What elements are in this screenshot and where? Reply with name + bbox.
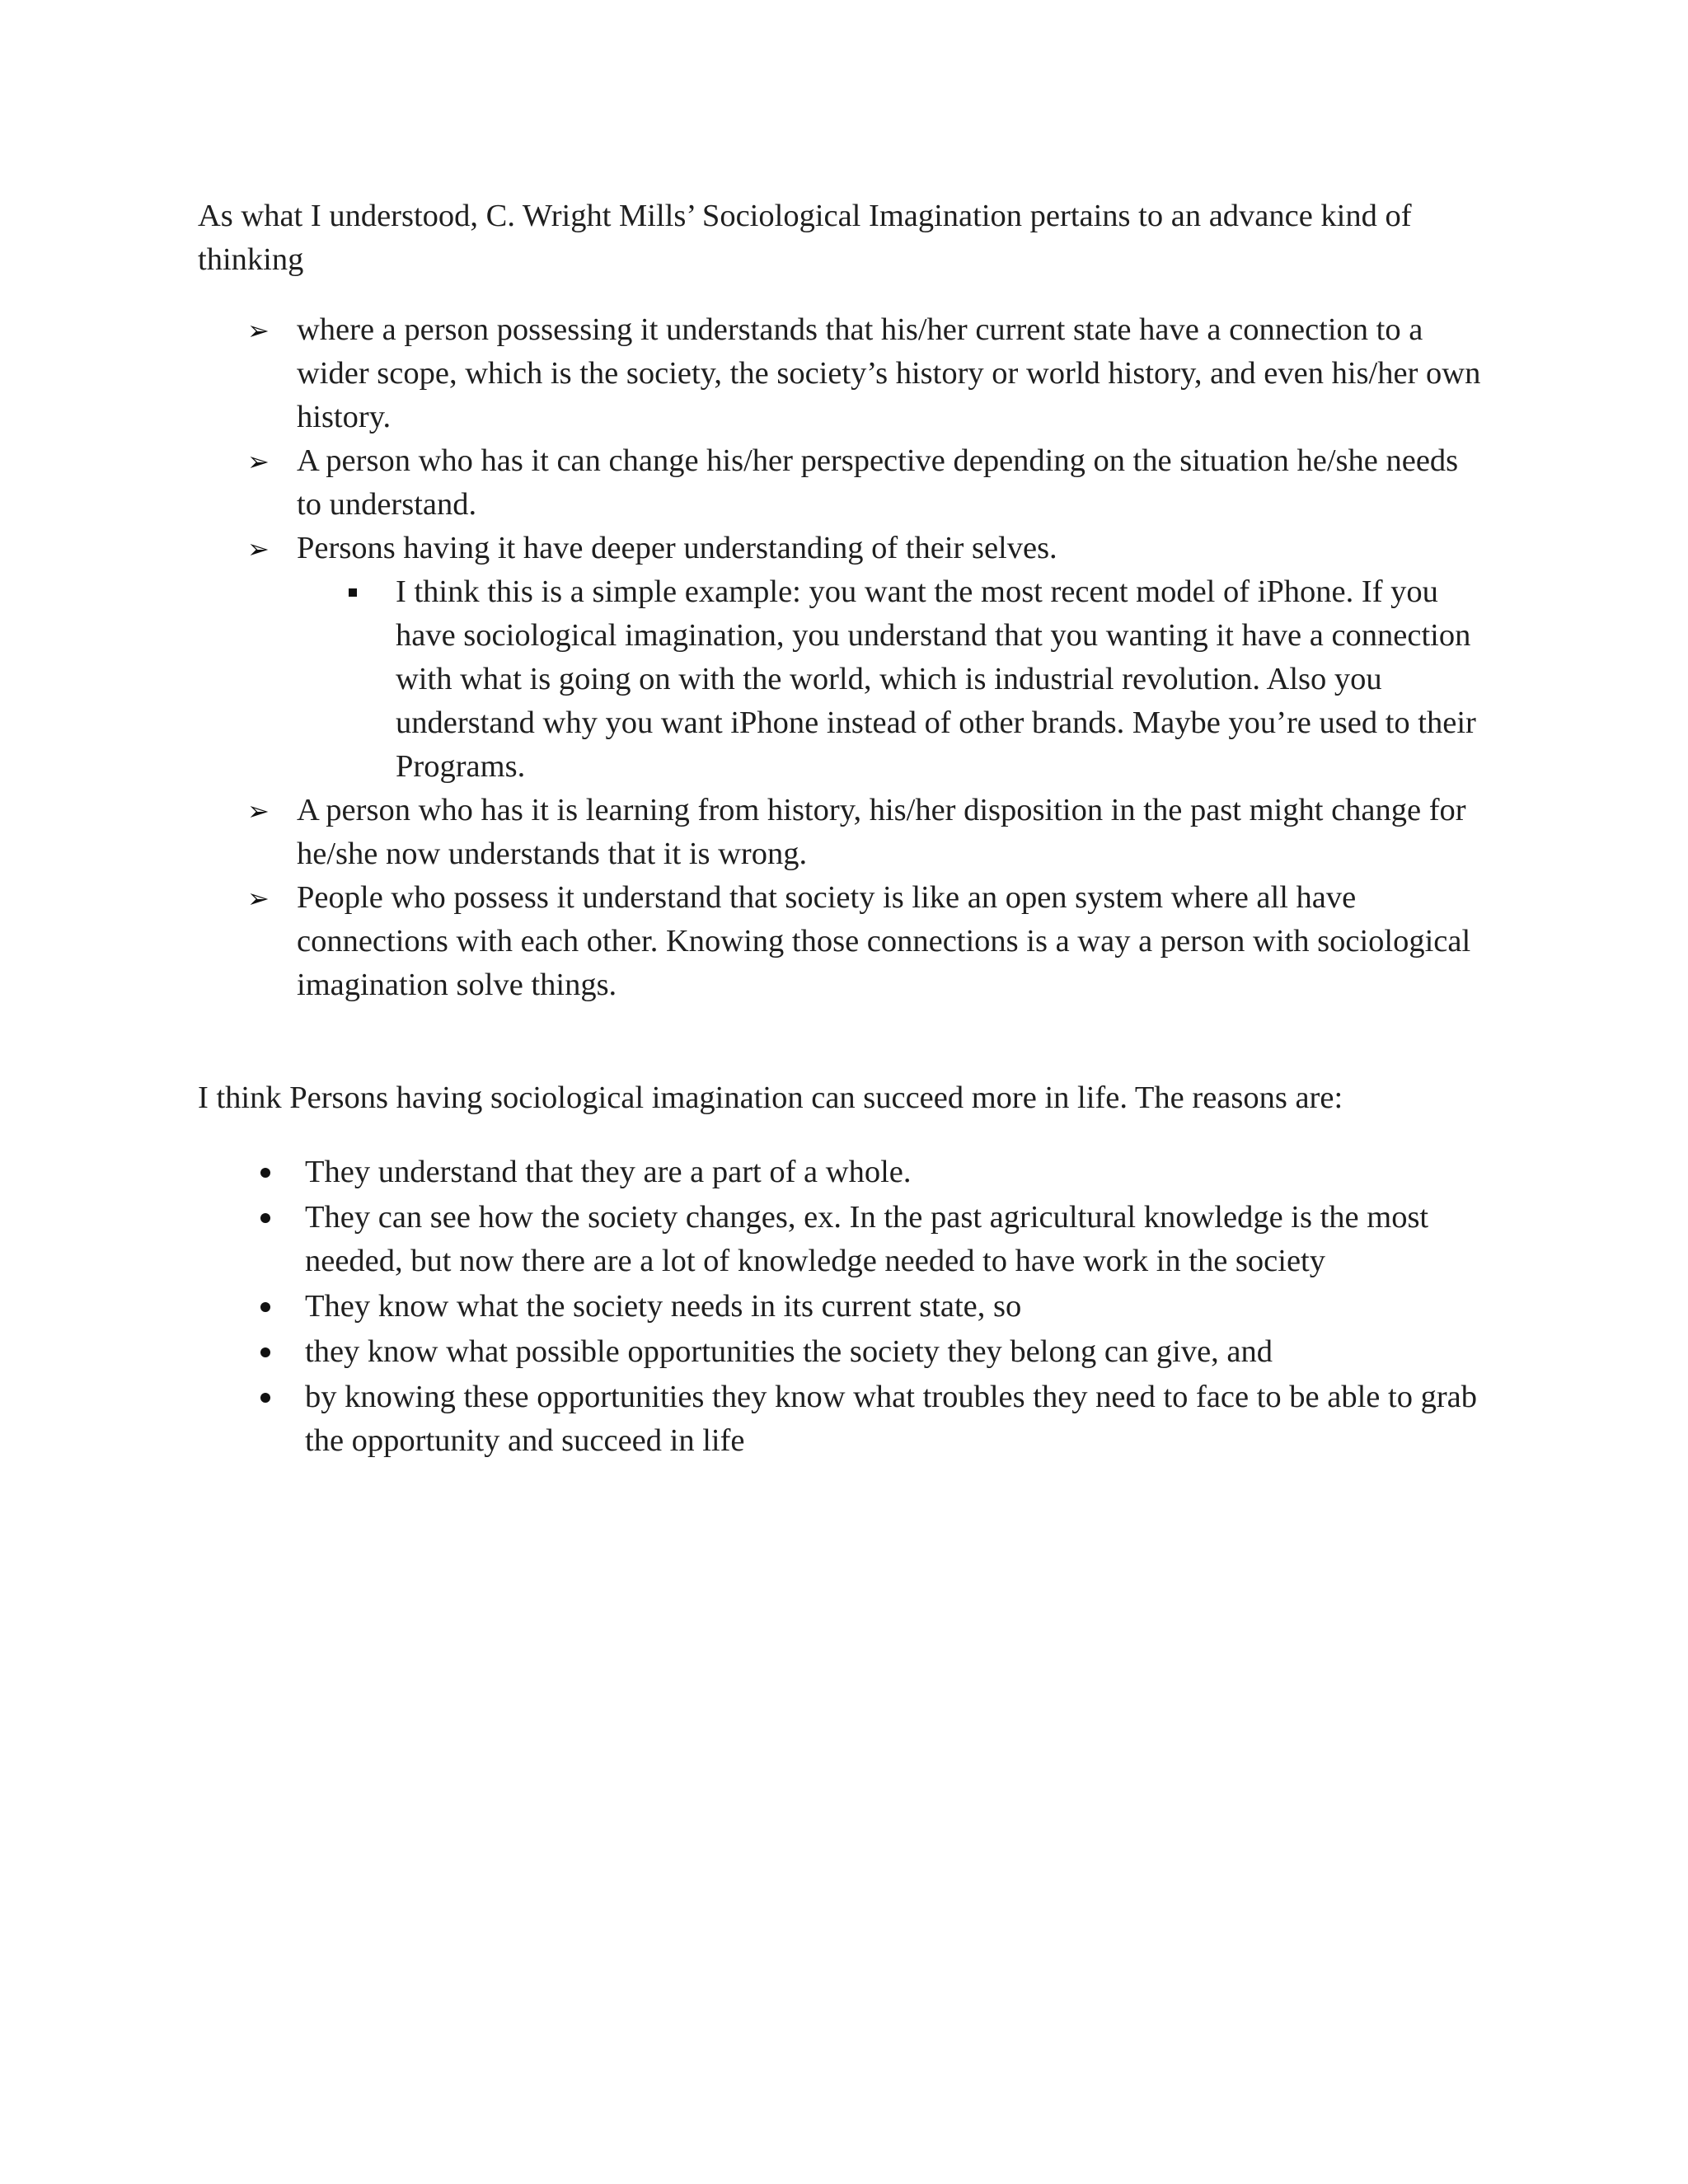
list-item-text: Persons having it have deeper understanding of their selves. xyxy=(297,531,1057,565)
square-bullet-sublist xyxy=(297,570,1484,789)
list-item-text: where a person possessing it understands that his/her current state have a connection to a wider scope, which is the society, the society’s history or world history, and even his/her own history. xyxy=(297,312,1481,434)
intro-paragraph: As what I understood, C. Wright Mills’ Sociological Imagination pertains to an advance kind of thinking xyxy=(198,199,1412,277)
arrow-bullet-icon: ➢ xyxy=(247,315,270,346)
dot-bullet-icon xyxy=(260,1302,270,1312)
list-item xyxy=(305,1330,1484,1374)
arrow-bullet-icon: ➢ xyxy=(247,533,270,565)
square-bullet-icon xyxy=(349,588,357,597)
dot-bullet-icon xyxy=(260,1393,270,1403)
list-item xyxy=(247,527,1484,789)
reasons-intro-paragraph: I think Persons having sociological imagination can succeed more in life. The reasons are: xyxy=(198,1080,1343,1115)
list-item-text: They understand that they are a part of a whole. xyxy=(305,1155,912,1189)
sub-list-item-text: I think this is a simple example: you want the most recent model of iPhone. If you have sociological imagination, you understand that you wanting it have a connection with what is going on with the world, which is industrial revolution. Also you understand why you want iPhone instead of other brands. Maybe you’re used to their Programs. xyxy=(396,574,1476,784)
list-item-text: they know what possible opportunities the society they belong can give, and xyxy=(305,1334,1273,1369)
list-item xyxy=(247,876,1484,1007)
dot-bullet-icon xyxy=(260,1213,270,1223)
list-item-text: People who possess it understand that society is like an open system where all have connections with each other. Knowing those connections is a way a person with sociological imagination solve things. xyxy=(297,880,1471,1002)
list-item-text: by knowing these opportunities they know what troubles they need to face to be able to grab the opportunity and succeed in life xyxy=(305,1380,1477,1458)
list-item xyxy=(305,1285,1484,1329)
dot-bullet-icon xyxy=(260,1347,270,1357)
sub-list-item xyxy=(396,570,1484,789)
reasons-bullet-list xyxy=(0,1151,1484,1465)
list-item xyxy=(247,789,1484,876)
list-item xyxy=(305,1376,1484,1463)
list-item-text: They can see how the society changes, ex. In the past agricultural knowledge is the most needed, but now there are a lot of knowledge needed to have work in the society xyxy=(305,1200,1429,1278)
list-item-text: A person who has it is learning from history, his/her disposition in the past might change for he/she now understands that it is wrong. xyxy=(297,793,1466,871)
list-item xyxy=(247,439,1484,527)
list-item-text: A person who has it can change his/her perspective depending on the situation he/she needs to understand. xyxy=(297,443,1459,522)
dot-bullet-icon xyxy=(260,1168,270,1178)
arrow-bullet-icon: ➢ xyxy=(247,883,270,914)
arrow-bullet-icon: ➢ xyxy=(247,446,270,477)
list-item xyxy=(247,308,1484,439)
arrow-bullet-icon: ➢ xyxy=(247,795,270,827)
list-item-text: They know what the society needs in its current state, so xyxy=(305,1289,1022,1324)
arrow-bullet-list xyxy=(0,308,1484,1007)
list-item xyxy=(305,1151,1484,1194)
list-item xyxy=(305,1196,1484,1283)
